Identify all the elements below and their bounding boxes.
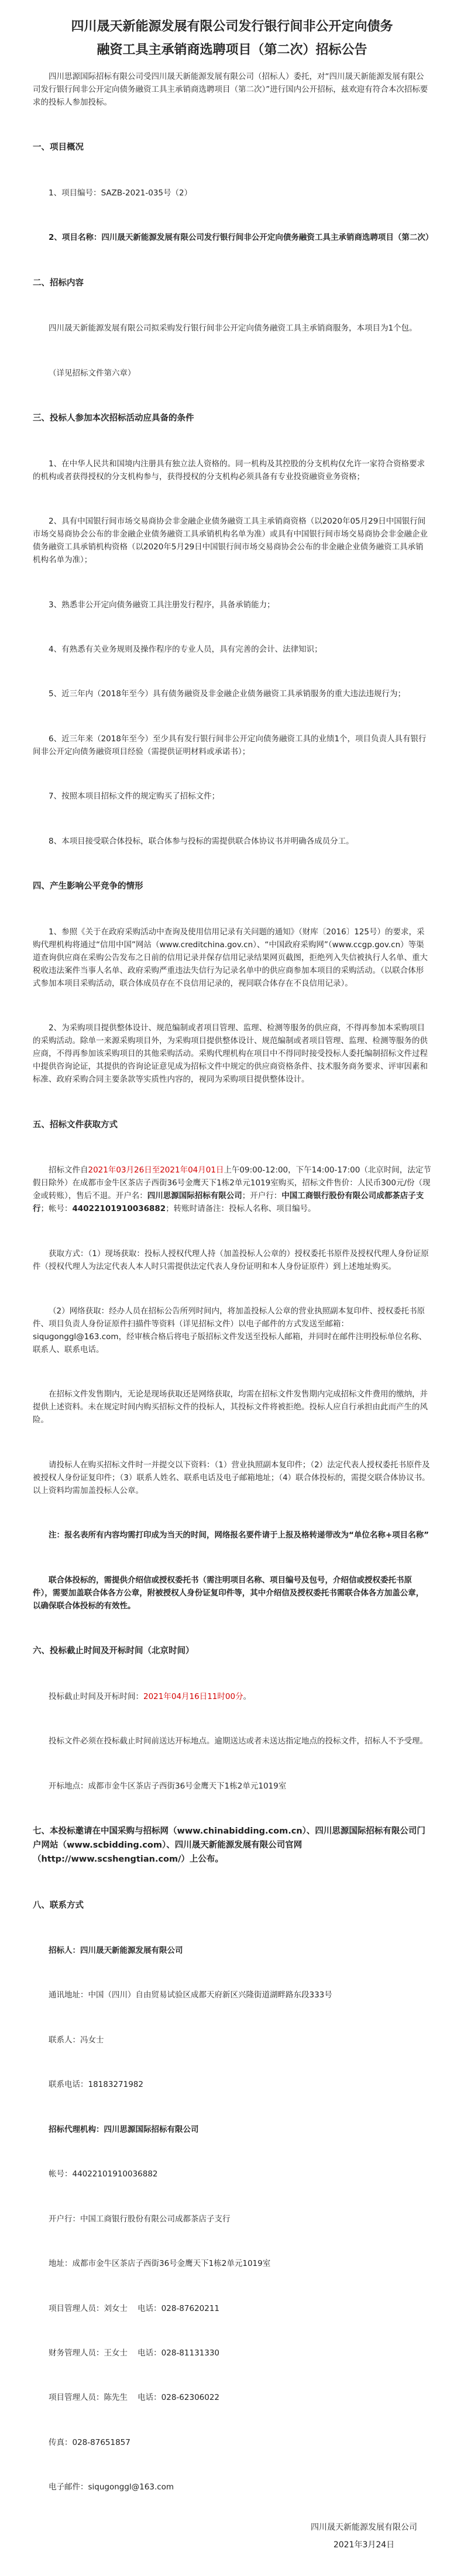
acct-post: ；转账时请备注：投标人名称、项目编号。	[166, 1204, 316, 1214]
agent-bank-label: 开户行：	[49, 2214, 80, 2224]
tender-content-note: （详见招标文件第六章）	[49, 368, 136, 378]
tender-content: 四川晟天新能源发展有限公司拟采购发行银行间非公开定向债务融资工具主承销商服务，本项目为1个包。	[49, 324, 417, 333]
section-1-heading: 一、项目概况	[33, 143, 84, 153]
deadline-time: 2021年04月16日11时00分	[143, 1691, 243, 1701]
pm-label: 项目管理人员：	[49, 2393, 104, 2403]
deadline-post: 。	[243, 1691, 252, 1701]
qualification-item: 3、熟悉非公开定向债务融资工具注册发行程序，具备承销能力；	[49, 600, 275, 610]
period-dates: 2021年03月26日至2021年04月01日	[88, 1165, 224, 1175]
period-post: 上午09:00-12:00，下午14:00-17:00（北京时间，法定节假日除外）在成都市金牛区茶店子西街36号金鹰天下1栋2单元1019室	[33, 1165, 431, 1188]
buyer-phone: 18183271982	[88, 2080, 143, 2090]
agent-account: 44022101910036882	[72, 2169, 158, 2179]
buyer-address-label: 通讯地址：	[49, 1990, 88, 2000]
period-tail: 购买，招标文件售价：人民币300元/份（现金或转账），售后不退。	[33, 1178, 431, 1201]
finance-contact: 王女士	[104, 2348, 128, 2358]
section-7-heading: 七、本投标邀请在中国采购与招标网（www.chinabidding.com.cn）、四川思源国际招标有限公司门户网站（www.scbidding.com）、四川晟天新能源发展有限公司官网（http://www.scshengtian.com/）上公布。	[33, 1827, 425, 1865]
finance-phone: 028-81131330	[161, 2348, 220, 2358]
agent-label: 招标代理机构：	[49, 2124, 104, 2134]
section-4-heading: 四、产生影响公平竞争的情形	[33, 882, 143, 892]
pm-phone-label: 电话：	[138, 2393, 161, 2403]
project-contact-line	[33, 2302, 431, 2315]
acquisition-method-materials: 请投标人在购买招标文件时一并提交以下资料：（1）营业执照副本复印件；（2）法定代表人授权委托书原件及被授权人身份证复印件；（3）联系人姓名、联系电话及电子邮箱地址；（4）联合体投标的，需提交联合体协议书。以上资料均需加盖投标人公章。	[33, 1460, 430, 1495]
agent-name: 四川思源国际招标有限公司	[104, 2124, 199, 2134]
pm-contact-line	[33, 2391, 431, 2404]
section-6-heading: 六、投标截止时间及开标时间（北京时间）	[33, 1646, 194, 1656]
finance-contact-line	[33, 2347, 431, 2360]
account-name: 四川思源国际招标有限公司	[147, 1191, 242, 1201]
qualification-item: 1、在中华人民共和国境内注册具有独立法人资格的。同一机构及其控股的分支机构仅允许一家符合资格要求的机构或者获得授权的分支机构参与，获得授权的分支机构必须具备有专业投资融资业务资格；	[33, 459, 425, 482]
acct-pre: ；帐号：	[40, 1204, 73, 1214]
fax-line	[33, 2436, 431, 2449]
email-line	[33, 2481, 431, 2494]
bid-deadline	[33, 1690, 431, 1703]
acquisition-method-fee: 在招标文件发售期内，无论是现场获取还是网络获取，均需在招标文件发售期内完成招标文件费用的缴纳，并提供上述资料。未在规定时间内购买招标文件的投标人，其投标文件将被拒绝。投标人应自行承担由此而产生的风险。	[33, 1390, 428, 1425]
buyer-phone-label: 联系电话：	[49, 2080, 88, 2090]
intro-paragraph: 四川思源国际招标有限公司受四川晟天新能源发展有限公司（招标人）委托，对“四川晟天新能源发展有限公司发行银行间非公开定向债务融资工具主承销商选聘项目（第二次）”进行国内公开招标，兹欢迎有符合本次招标要求的投标人参加投标。	[33, 72, 428, 107]
project-contact: 刘女士	[104, 2303, 128, 2313]
buyer-phone-line	[33, 2078, 431, 2091]
acquisition-method-online: （2）网络获取：经办人员在招标公告所列时间内，将加盖投标人公章的营业执照副本复印件、授权委托书原件、项目负责人身份证原件扫描件等资料（详见招标文件）以电子邮件的方式发送至邮箱：siqugonggl@163.com，经审核合格后将电子版招标文件发送至投标人邮箱，并同时在邮件注明投标单位名称、联系人、联系电话。	[33, 1306, 427, 1354]
agent-bank: 中国工商银行股份有限公司成都茶店子支行	[80, 2214, 231, 2224]
bid-submission-note: 投标文件必须在投标截止时间前送达开标地点。逾期送达或者未送达指定地点的投标文件，招标人不予受理。	[49, 1736, 428, 1746]
fax-number: 028-87651857	[72, 2437, 130, 2447]
finance-phone-label: 电话：	[138, 2348, 161, 2358]
qualification-item: 6、近三年来（2018年至今）至少具有发行银行间非公开定向债务融资工具的业绩1个，项目负责人具有银行间非公开定向债务融资项目经验（需提供证明材料或承诺书）；	[33, 734, 427, 756]
buyer-contact: 冯女士	[80, 2035, 104, 2045]
document-sale-period	[33, 1164, 431, 1215]
agent-address-label: 地址：	[49, 2259, 73, 2269]
fairness-item: 2、为采购项目提供整体设计、规范编制或者项目管理、监理、检测等服务的供应商，不得再参加本采购项目的采购活动。除单一来源采购项目外，为采购项目提供整体设计、规范编制或者项目管理、监理、检测等服务的供应商，不得再参加该采购项目的其他采购活动。采购代理机构在项目中不得同时接受投标人委托编制招标文件过程中提供咨询论证，其提供的咨询论证意见成为招标文件中规定的供应商资格条件、技术服务商务要求、评审因素和标准、政府采购合同主要条款等实质性内容的，视同为采购项目提供整体设计。	[33, 1023, 428, 1085]
bid-opening-location: 开标地点：成都市金牛区茶店子西街36号金鹰天下1栋2单元1019室	[49, 1781, 287, 1791]
buyer-name: 四川晟天新能源发展有限公司	[80, 1945, 183, 1955]
agent-line	[33, 2123, 431, 2136]
email-label: 电子邮件：	[49, 2482, 88, 2492]
buyer-label: 招标人：	[49, 1945, 80, 1955]
section-5-heading: 五、招标文件获取方式	[33, 1120, 118, 1130]
title-line-2: 融资工具主承销商选聘项目（第二次）招标公告	[97, 43, 367, 57]
account-pre: 开户名：	[115, 1191, 147, 1201]
buyer-line	[33, 1944, 431, 1957]
buyer-address: 中国（四川）自由贸易试验区成都天府新区兴隆街道湖畔路东段333号	[88, 1990, 332, 2000]
buyer-contact-label: 联系人：	[49, 2035, 80, 2045]
agent-bank-line	[33, 2213, 431, 2226]
registration-note: 注：报名表所有内容均需打印成为当天的时间，网络报名要件请于上报及格转递带改为“单位名称+项目名称”	[49, 1531, 429, 1540]
project-name: 2、项目名称：四川晟天新能源发展有限公司发行银行间非公开定向债务融资工具主承销商选聘项目（第二次）	[49, 233, 434, 243]
bank-pre: ；开户行：	[242, 1191, 282, 1201]
title-line-1: 四川晟天新能源发展有限公司发行银行间非公开定向债务	[71, 19, 393, 34]
signature-org: 四川晟天新能源发展有限公司	[311, 2523, 417, 2532]
bank-name: 中国工商银行股份有限公司成都茶店子支行	[33, 1191, 424, 1214]
qualification-item: 5、近三年内（2018年至今）具有债务融资及非金融企业债务融资工具承销服务的重大违法违规行为；	[49, 689, 405, 699]
acquisition-method-onsite: 获取方式：（1）现场获取：投标人授权代理人持（加盖投标人公章的）授权委托书原件及授权代理人身份证原件（授权代理人为法定代表人本人时只需提供法定代表人身份证明和本人身份证原件）到上述地址购买。	[33, 1249, 429, 1271]
qualification-item: 4、有熟悉有关业务规则及操作程序的专业人员，具有完善的会计、法律知识；	[49, 644, 322, 654]
fax-label: 传真：	[49, 2437, 73, 2447]
agent-account-label: 帐号：	[49, 2169, 73, 2179]
buyer-address-line	[33, 1989, 431, 2001]
qualification-item: 8、本项目接受联合体投标，联合体参与投标的需提供联合体协议书并明确各成员分工。	[49, 836, 354, 846]
project-phone: 028-87620211	[161, 2303, 220, 2313]
period-pre: 招标文件自	[49, 1165, 88, 1175]
email-address[interactable]: siqugonggl@163.com	[88, 2482, 174, 2492]
fairness-item: 1、参照《关于在政府采购活动中查询及使用信用记录有关问题的通知》（财库〔2016〕125号）的要求，采购代理机构将通过“信用中国”网站（www.creditchina.gov.cn）、“中国政府采购网”（www.ccgp.gov.cn）等渠道查询供应商在采购公告发布之日前的信用记录并保存信用记录结果网页截图，拒绝列入失信被执行人名单、重大税收违法案件当事人名单、政府采购严重违法失信行为记录名单中的供应商参加本项目的采购活动。（以联合体形式参加本项目采购活动，联合体成员存在不良信用记录的，视同联合体存在不良信用记录）。	[33, 927, 428, 988]
agent-account-line	[33, 2168, 431, 2181]
pm-phone: 028-62306022	[161, 2393, 220, 2403]
section-2-heading: 二、招标内容	[33, 278, 84, 288]
page-title	[33, 0, 431, 62]
agent-address-line	[33, 2257, 431, 2270]
section-3-heading: 三、投标人参加本次招标活动应具备的条件	[33, 414, 194, 424]
signature-block	[311, 2519, 417, 2554]
project-number: 1、项目编号：SAZB-2021-035号（2）	[49, 188, 193, 198]
agent-address: 成都市金牛区茶店子西街36号金鹰天下1栋2单元1019室	[72, 2259, 271, 2269]
finance-contact-label: 财务管理人员：	[49, 2348, 104, 2358]
account-number: 44022101910036882	[72, 1204, 166, 1214]
section-8-heading: 八、联系方式	[33, 1900, 84, 1910]
buyer-contact-line	[33, 2034, 431, 2047]
project-phone-label: 电话：	[138, 2303, 161, 2313]
deadline-pre: 投标截止时间及开标时间：	[49, 1691, 143, 1701]
document-body	[33, 70, 434, 2494]
consortium-note: 联合体投标的，需提供介绍信或授权委托书（需注明项目名称、项目编号及包号，介绍信或授权委托书原件），需要加盖联合体各方公章，附被授权人身份证复印件等，其中介绍信及授权委托书需联合体各方加盖公章，以确保联合体投标的有效性。	[33, 1575, 424, 1611]
qualification-item: 7、按照本项目招标文件的规定购买了招标文件；	[49, 792, 220, 802]
qualification-item: 2、具有中国银行间市场交易商协会非金融企业债务融资工具主承销商资格（以2020年05月29日中国银行间市场交易商协会公布的非金融企业债务融资工具承销机构名单为准）或具有中国银行间市场交易商协会非金融企业债务融资工具承销机构资格（以2020年5月29日中国银行间市场交易商协会公布的非金融企业债务融资工具承销机构名单为准）；	[33, 517, 428, 565]
pm-contact: 陈先生	[104, 2393, 128, 2403]
project-contact-label: 项目管理人员：	[49, 2303, 104, 2313]
signature-date: 2021年3月24日	[333, 2540, 395, 2550]
